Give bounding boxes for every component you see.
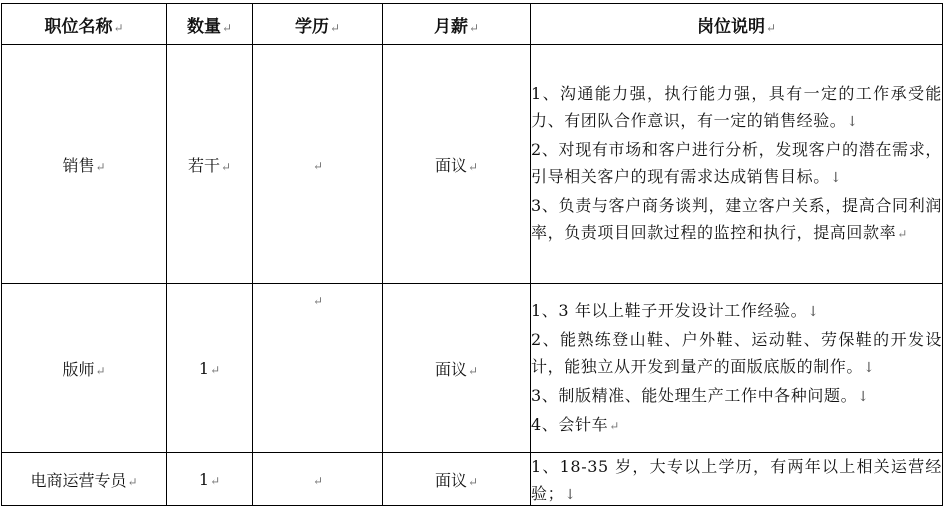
cell-position: 销售↵ [2,45,167,284]
duty-item: 4、会针车↵ [531,414,620,434]
duty-item: 1、沟通能力强，执行能力强，具有一定的工作承受能力、有团队合作意识，有一定的销售经验。↓ [531,84,942,130]
job-listing-table [1,3,943,506]
cell-position: 版师↵ [2,284,167,453]
duty-item: 2、对现有市场和客户进行分析，发现客户的潜在需求，引导相关客户的现有需求达成销售目标。↓ [531,140,942,186]
header-description: 岗位说明↵ [531,4,943,45]
cell-position: 电商运营专员↵ [2,453,167,506]
cell-description [531,453,943,506]
cell-education: ↵ [253,453,383,506]
header-count: 数量↵ [167,4,253,45]
header-education: 学历↵ [253,4,383,45]
duty-item: 2、能熟练登山鞋、户外鞋、运动鞋、劳保鞋的开发设计，能独立从开发到量产的面版底版的制作。↓ [531,329,942,376]
cell-education: ↵ [253,45,383,284]
cell-count: 1↵ [167,284,253,453]
cell-description [531,284,943,453]
duty-item: 1、18-35 岁，大专以上学历，有两年以上相关运营经验；↓ [531,457,942,503]
header-position: 职位名称↵ [2,4,167,45]
cell-salary: 面议↵ [383,284,531,453]
duty-item: 1、3 年以上鞋子开发设计工作经验。↓ [531,300,820,320]
header-row [2,4,943,45]
cell-description [531,45,943,284]
duty-item: 3、制版精准、能处理生产工作中各种问题。↓ [531,385,870,405]
cell-education: ↵ [253,284,383,453]
header-salary: 月薪↵ [383,4,531,45]
cell-count: 若干↵ [167,45,253,284]
table-row [2,45,943,284]
cell-count: 1↵ [167,453,253,506]
table-row [2,453,943,506]
table-row [2,284,943,453]
cell-salary: 面议↵ [383,45,531,284]
cell-salary: 面议↵ [383,453,531,506]
duty-item: 3、负责与客户商务谈判，建立客户关系，提高合同利润率，负责项目回款过程的监控和执行，提高回款率↵ [531,196,942,242]
